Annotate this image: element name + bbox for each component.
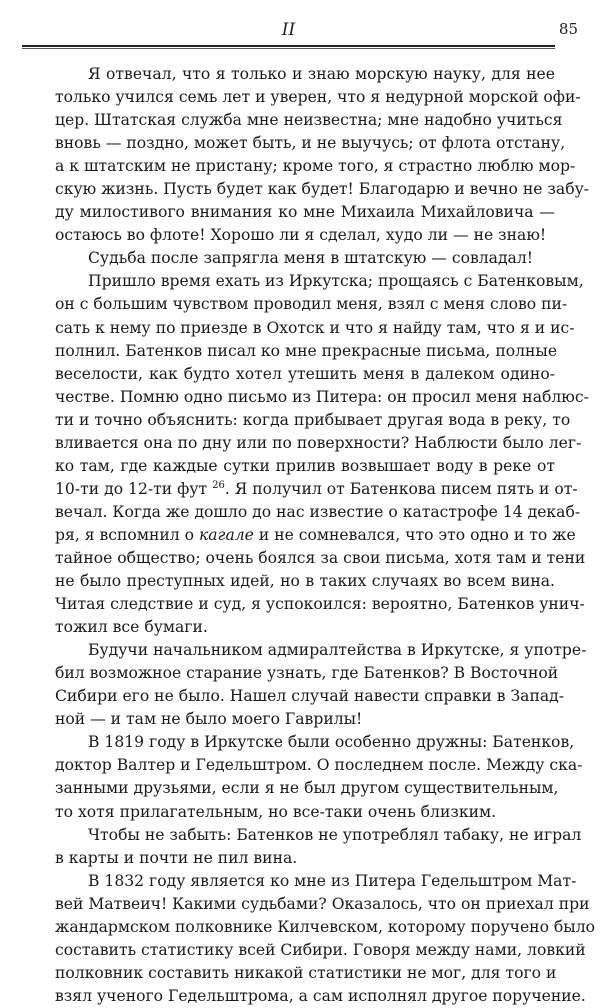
text-line: ти и точно объяснить: когда прибывает другая вода в реку, то <box>55 410 571 429</box>
text-fragment: 10-ти до 12-ти фут <box>55 479 213 498</box>
text-line: остаюсь во флоте! Хорошо ли я сделал, худо ли — не знаю! <box>55 226 547 245</box>
paragraph <box>22 270 589 639</box>
text-line: не было преступных идей, но в таких случаях во всем вина. <box>55 572 555 591</box>
text-line: жандармском полковнике Килчевском, которому поручено было <box>55 917 596 936</box>
page-number: 85 <box>558 20 578 38</box>
text-line: взял ученого Гедельштрома, а сам исполнял другое поручение. <box>55 986 586 1005</box>
text-line: В 1832 году является ко мне из Питера Гедельштром Мат- <box>88 871 577 890</box>
text-line: Чтобы не забыть: Батенков не употреблял табаку, не играл <box>88 825 582 844</box>
text-line: Судьба после запрягла меня в штатскую — совладал! <box>88 249 534 268</box>
text-line: Читая следствие и суд, я успокоился: вероятно, Батенков унич- <box>55 595 585 614</box>
text-line: Будучи начальником адмиралтейства в Иркутске, я употре- <box>88 641 587 660</box>
text-line: сать к нему по приезде в Охотск и что я найду там, что я и ис- <box>55 318 575 337</box>
paragraph <box>22 824 582 870</box>
text-line: доктор Валтер и Гедельштром. О последнем после. Между ска- <box>55 756 583 775</box>
text-line: тожил все бумаги. <box>55 618 208 637</box>
text-line: вечал. Когда же дошло до нас известие о катастрофе 14 декаб- <box>55 502 581 521</box>
text-line: В 1819 году в Иркутске были особенно дружны: Батенков, <box>88 733 575 752</box>
text-line: ко там, где каждые сутки прилив возвышает воду в реке от <box>55 456 555 475</box>
text-line: а к штатским не пристану; кроме того, я страстно люблю мор- <box>55 157 576 176</box>
footnote-reference[interactable]: 26 <box>212 479 225 491</box>
text-line: тайное общество; очень боялся за свои письма, хотя там и тени <box>55 548 586 567</box>
text-line: вновь — поздно, может быть, и не выучусь; от флота отстану, <box>55 134 566 153</box>
text-line: он с большим чувством проводил меня, взял с меня слово пи- <box>55 295 568 314</box>
text-line: бил возможное старание узнать, где Батенков? В Восточной <box>55 664 559 683</box>
body-text <box>22 63 596 1008</box>
text-line: ду милостивого внимания ко мне Михаила Михайловича — <box>55 203 555 222</box>
paragraph <box>22 639 587 731</box>
text-line: веселости, как будто хотел утешить меня в далеком одино- <box>55 364 555 383</box>
header-rule <box>22 45 555 49</box>
text-fragment: и не сомневался, что это одно и то же <box>253 525 576 544</box>
text-line: занными друзьями, если я не был другом существительным, <box>55 779 559 798</box>
text-line: Я отвечал, что я только и знаю морскую науку, для нее <box>88 65 555 83</box>
page-header <box>22 18 578 48</box>
running-head: II <box>281 20 296 40</box>
text-line: в карты и почти не пил вина. <box>55 848 298 867</box>
italic-term: кагале <box>198 525 254 544</box>
text-line: то хотя прилагательным, но все-таки очень близким. <box>55 802 497 821</box>
text-line: полковник составить никакой статистики не мог, для того и <box>55 963 557 982</box>
paragraph <box>22 247 555 270</box>
text-line: честве. Помню одно письмо из Питера: он просил меня наблюс- <box>55 387 589 406</box>
text-fragment: . Я получил от Батенкова писем пять и от- <box>224 479 578 498</box>
text-fragment: ря, я вспомнил о <box>55 525 199 544</box>
text-line: ной — и там не было моего Гаврилы! <box>55 710 363 729</box>
text-line: цер. Штатская служба мне неизвестна; мне надобно учиться <box>55 111 563 130</box>
text-line: Пришло время ехать из Иркутска; прощаясь с Батенковым, <box>88 272 584 291</box>
text-line: вей Матвеич! Какими судьбами? Оказалось, что он приехал при <box>55 894 590 913</box>
text-line: скую жизнь. Пусть будет как будет! Благодарю и вечно не забу- <box>55 180 590 199</box>
text-line: полнил. Батенков писал ко мне прекрасные письма, полные <box>55 341 558 360</box>
text-line: составить статистику всей Сибири. Говоря между нами, ловкий <box>55 940 586 959</box>
paragraph <box>22 870 596 1008</box>
paragraph <box>22 63 590 247</box>
text-line: только учился семь лет и уверен, что я недурной морской офи- <box>55 88 581 107</box>
text-line: Сибири его не было. Нашел случай навести справки в Запад- <box>55 687 565 706</box>
paragraph <box>22 731 583 823</box>
text-line-with-italic <box>22 524 576 547</box>
text-line: вливается она по дну или по поверхности? Наблюсти было лег- <box>55 433 582 452</box>
text-line-with-footnote <box>22 478 578 501</box>
